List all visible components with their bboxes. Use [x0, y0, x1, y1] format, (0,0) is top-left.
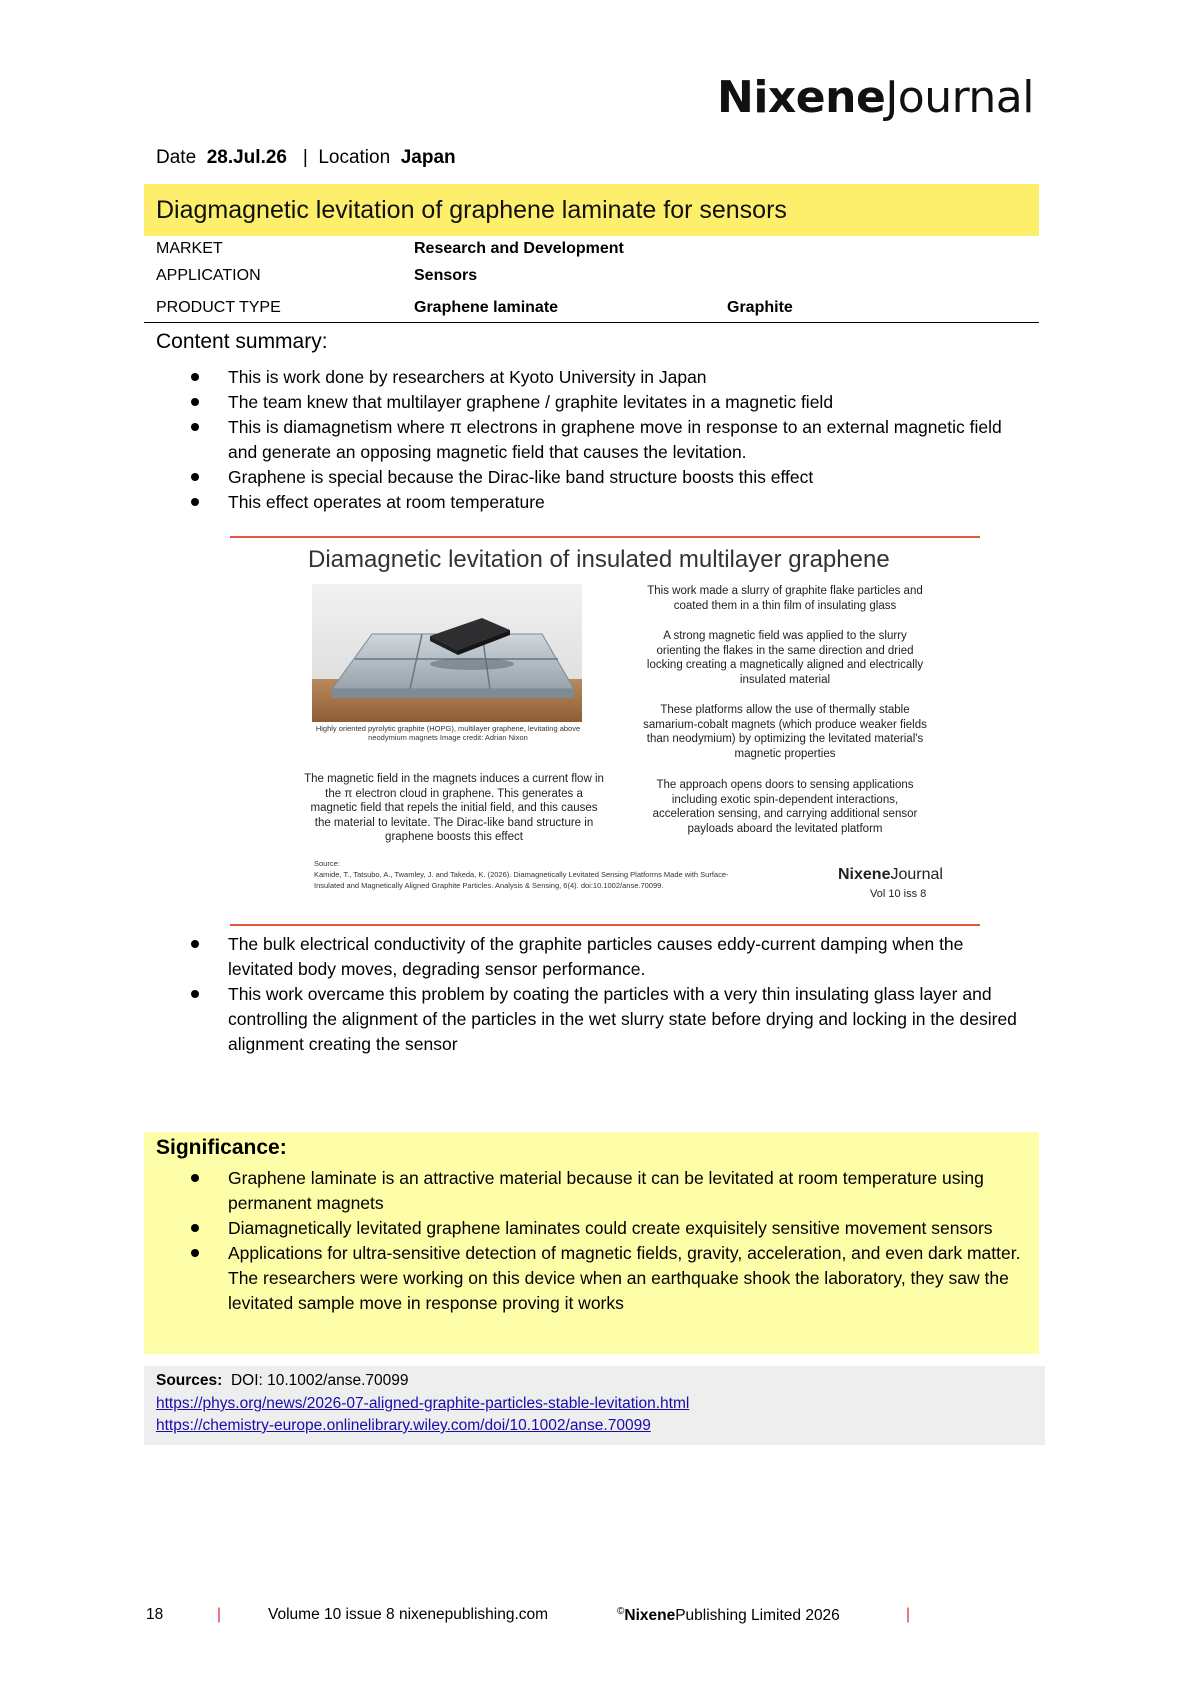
- application-value: Sensors: [414, 267, 478, 284]
- list-item-text: Applications for ultra-sensitive detection of magnetic fields, gravity, acceleration, and even dark matter. The researchers were working on this device when an earthquake shook the laboratory, they saw the levitated sample move in response proving it works: [228, 1243, 1021, 1313]
- footer-separator: |: [217, 1606, 222, 1623]
- article-title-bar: [144, 184, 1039, 236]
- footer-publisher-rest: Publishing Limited 2026: [675, 1607, 840, 1625]
- logo-light: Journal: [885, 72, 1034, 123]
- list-item-text: Diamagnetically levitated graphene laminates could create exquisitely sensitive movement sensors: [228, 1218, 993, 1238]
- list-item-text: This work overcame this problem by coating the particles with a very thin insulating glass layer and controlling the alignment of the particles in the wet slurry state before drying and locking in the desired alignment creating the sensor: [228, 984, 1017, 1054]
- article-title: Diagmagnetic levitation of graphene laminate for sensors: [156, 196, 787, 224]
- footer-separator-2: |: [906, 1606, 911, 1623]
- list-item: [156, 1166, 1026, 1216]
- date-label: Date: [156, 147, 197, 168]
- market-value: Research and Development: [414, 240, 624, 257]
- figure-title: Diamagnetic levitation of insulated multilayer graphene: [308, 546, 890, 573]
- list-item-text: The bulk electrical conductivity of the graphite particles causes eddy-current damping when the levitated body moves, degrading sensor performance.: [228, 934, 964, 979]
- list-item: [156, 415, 1026, 465]
- product-type-value: Graphene laminate: [414, 299, 559, 316]
- summary-list-continued: [156, 932, 1026, 1057]
- date-value: 28.Jul.26: [206, 147, 287, 168]
- list-item: [156, 982, 1026, 1057]
- figure-right-text-3: These platforms allow the use of thermally stable samarium-cobalt magnets (which produce weaker fields than neodymium) by optimizing the levitated material's magnetic properties: [643, 704, 927, 760]
- copyright-symbol: ©: [617, 1606, 625, 1617]
- significance-box: [144, 1132, 1039, 1354]
- location-label: Location: [318, 147, 391, 168]
- significance-title: Significance:: [156, 1136, 287, 1159]
- levitation-photo: [312, 584, 582, 722]
- figure-bottom-rule: [230, 924, 980, 926]
- list-item: [156, 365, 1026, 390]
- infographic-figure: [230, 536, 980, 926]
- figure-source: [314, 858, 744, 891]
- list-item: [156, 490, 1026, 515]
- list-item-text: The team knew that multilayer graphene / graphite levitates in a magnetic field: [228, 392, 834, 412]
- bullet-dot: [191, 940, 199, 948]
- bullet-dot: [191, 423, 199, 431]
- summary-list: [156, 365, 1026, 515]
- journal-logo: [717, 72, 1034, 123]
- list-item-text: This effect operates at room temperature: [228, 492, 545, 512]
- figure-logo-light: Journal: [890, 866, 943, 883]
- list-item: [156, 1216, 1026, 1241]
- source-link-wiley[interactable]: https://chemistry-europe.onlinelibrary.wiley.com/doi/10.1002/anse.70099: [156, 1417, 651, 1434]
- bullet-dot: [191, 498, 199, 506]
- figure-volume: Vol 10 iss 8: [870, 888, 927, 900]
- list-item-text: This is diamagnetism where π electrons in graphene move in response to an external magnetic field and generate an opposing magnetic field that causes the levitation.: [228, 417, 1002, 462]
- list-item: [156, 465, 1026, 490]
- figure-right-text-4: The approach opens doors to sensing applications including exotic spin-dependent interactions, acceleration sensing, and carrying additional sensor payloads aboard the levitated platform: [652, 779, 918, 835]
- footer-publisher-bold: Nixene: [624, 1607, 676, 1625]
- bullet-dot: [191, 373, 199, 381]
- source-link-phys-org[interactable]: https://phys.org/news/2026-07-aligned-graphite-particles-stable-levitation.html: [156, 1395, 690, 1412]
- figure-logo: [838, 866, 943, 884]
- market-label: MARKET: [156, 240, 223, 257]
- dateline: [156, 147, 456, 169]
- product-type-label: PRODUCT TYPE: [156, 299, 281, 316]
- bullet-dot: [191, 473, 199, 481]
- figure-left-text: The magnetic field in the magnets induces a current flow in the π electron cloud in graphene. This generates a magnetic field that repels the initial field, and this causes the material to levitate. The Dirac-like band structure in graphene boosts this effect: [304, 773, 604, 843]
- location-value: Japan: [400, 147, 456, 168]
- list-item: [156, 1241, 1026, 1316]
- list-item: [156, 390, 1026, 415]
- figure-top-rule: [230, 536, 980, 538]
- list-item-text: Graphene is special because the Dirac-like band structure boosts this effect: [228, 467, 814, 487]
- figure-source-text: Kamide, T., Tatsubo, A., Twamley, J. and Takeda, K. (2026). Diamagnetically Levitated Sensing Platforms Made with Surface-Insulated and Magnetically Aligned Graphite Particles. Analysis & Sensing, 6(4). doi:10.1002/anse.70099.: [314, 870, 729, 890]
- dateline-separator: |: [302, 147, 308, 168]
- figure-right-text-1: This work made a slurry of graphite flake particles and coated them in a thin film of insulating glass: [647, 585, 923, 612]
- sources-doi-line: [156, 1372, 409, 1390]
- list-item-text: This is work done by researchers at Kyoto University in Japan: [228, 367, 707, 387]
- bullet-dot: [191, 398, 199, 406]
- product-type-value-2: Graphite: [727, 299, 793, 316]
- page-number: 18: [146, 1606, 164, 1623]
- bullet-dot: [191, 1249, 199, 1257]
- sources-box: [144, 1366, 1045, 1445]
- logo-bold: Nixene: [717, 72, 886, 123]
- bullet-dot: [191, 1174, 199, 1182]
- application-label: APPLICATION: [156, 267, 261, 284]
- footer-volume: Volume 10 issue 8 nixenepublishing.com: [268, 1606, 549, 1623]
- sources-label: Sources:: [156, 1372, 223, 1389]
- footer-copyright: [617, 1606, 840, 1625]
- list-item-text: Graphene laminate is an attractive material because it can be levitated at room temperature using permanent magnets: [228, 1168, 984, 1213]
- figure-right-text-2: A strong magnetic field was applied to the slurry orienting the flakes in the same direction and dried locking creating a magnetically aligned and electrically insulated material: [646, 630, 924, 686]
- meta-divider: [144, 322, 1039, 323]
- figure-logo-bold: Nixene: [838, 866, 891, 883]
- bullet-dot: [191, 1224, 199, 1232]
- summary-title: Content summary:: [156, 330, 328, 353]
- photo-caption: Highly oriented pyrolytic graphite (HOPG), multilayer graphene, levitating above neodymium magnets Image credit: Adrian Nixon: [315, 724, 581, 742]
- significance-list: [156, 1166, 1026, 1316]
- list-item: [156, 932, 1026, 982]
- figure-source-label: Source:: [314, 859, 340, 868]
- bullet-dot: [191, 990, 199, 998]
- sources-doi: DOI: 10.1002/anse.70099: [230, 1372, 409, 1389]
